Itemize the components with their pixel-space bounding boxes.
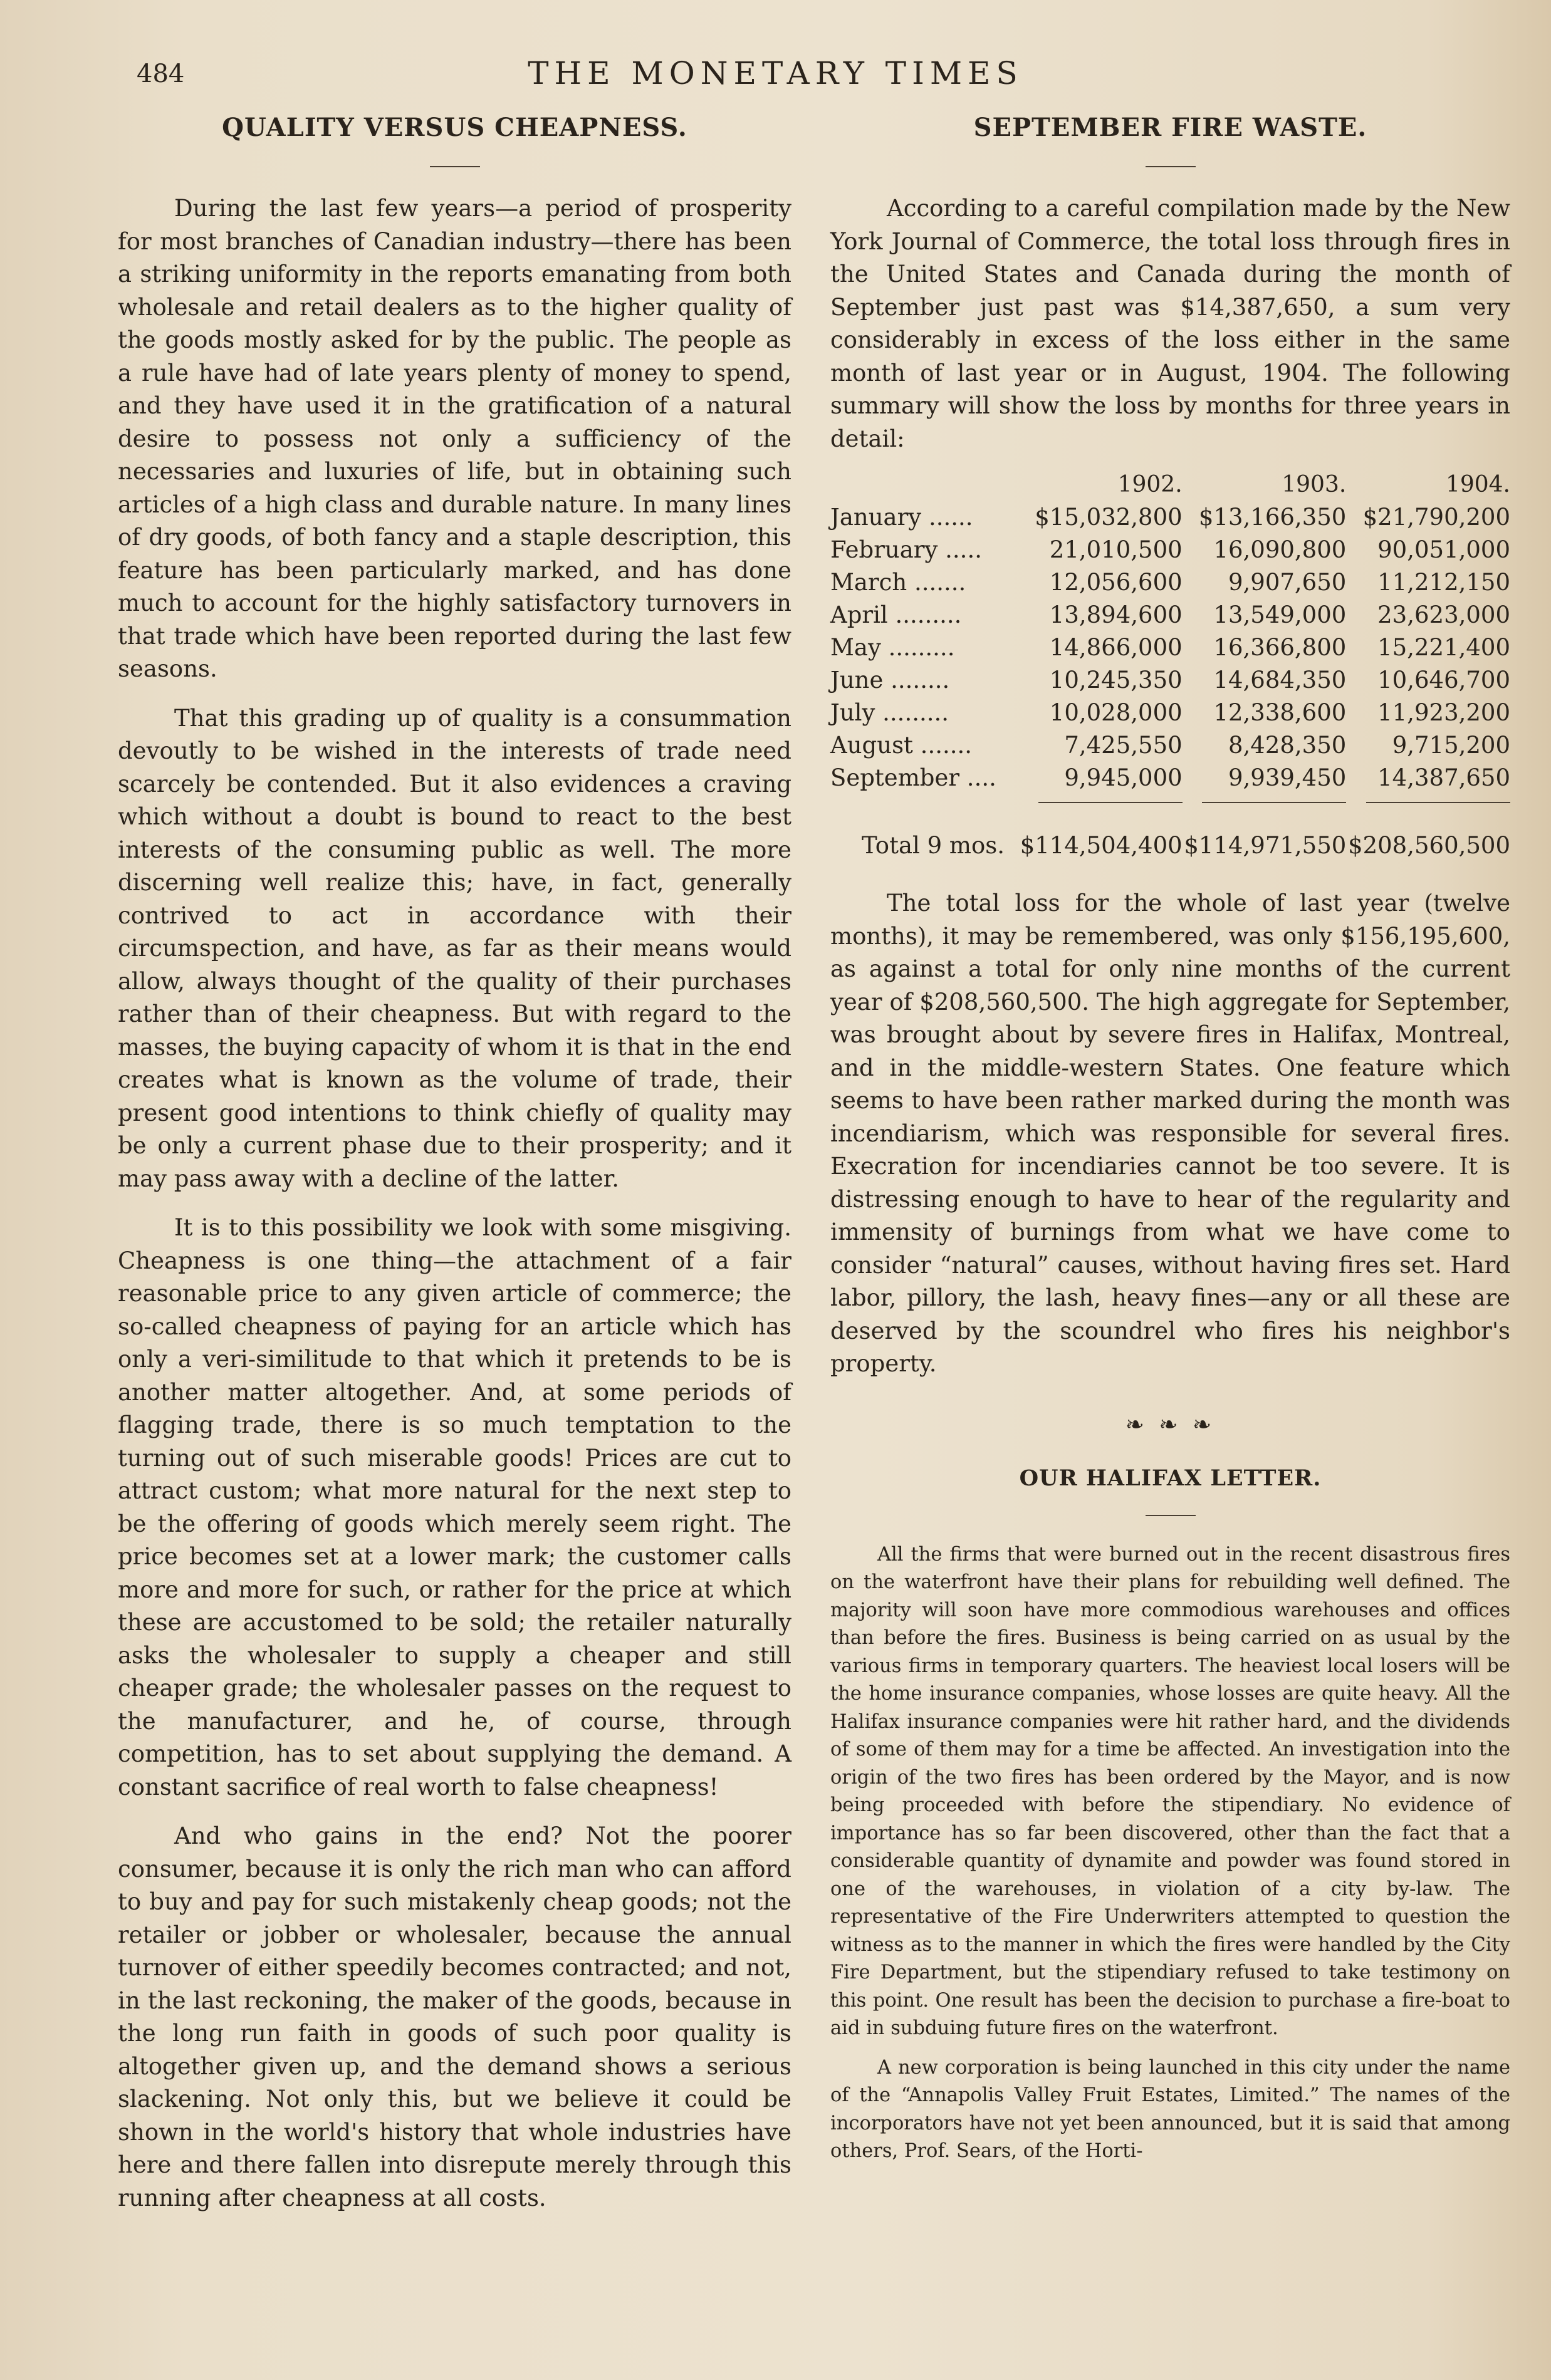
value-cell: $15,032,800 bbox=[1035, 504, 1183, 531]
value-cell: 14,387,650 bbox=[1377, 764, 1510, 791]
value-cell: 90,051,000 bbox=[1377, 536, 1510, 563]
value-cell: 10,646,700 bbox=[1377, 667, 1510, 694]
value-cell: 16,366,800 bbox=[1213, 634, 1347, 661]
total-value: $208,560,500 bbox=[1348, 832, 1510, 859]
left-column bbox=[118, 113, 791, 2231]
value-cell: 7,425,550 bbox=[1064, 732, 1183, 759]
title-rule bbox=[1146, 1515, 1196, 1516]
value-cell: 12,338,600 bbox=[1213, 699, 1347, 726]
table-row bbox=[830, 762, 1510, 794]
month-cell: April ......... bbox=[830, 601, 962, 628]
value-cell: 13,894,600 bbox=[1049, 601, 1183, 628]
table-row bbox=[830, 631, 1510, 664]
value-cell: 21,010,500 bbox=[1049, 536, 1183, 563]
value-cell: 11,923,200 bbox=[1377, 699, 1510, 726]
total-value: $114,504,400 bbox=[1020, 832, 1183, 859]
halifax-paragraph: All the firms that were burned out in the recent disastrous fires on the waterfront have their plans for rebuilding well defined. The majority will soon have more commodious warehouses and offices than before the fires. Business is being carried on as usual by the various firms in temporary quarters. The heaviest local losers will be the home insurance companies, whose losses are quite heavy. All the Halifax insurance companies were hit rather hard, and the dividends of some of them may for a time be affected. An investigation into the origin of the two fires has been ordered by the Mayor, and is now being proceeded with before the stipendiary. No evidence of importance has so far been discovered, other than the fact that a considerable quantity of dynamite and powder was found stored in one of the warehouses, in violation of a city by-law. The representative of the Fire Underwriters attempted to question the witness as to the manner in which the fires were handled by the City Fire Department, but the stipendiary refused to take testimony on this point. One result has been the decision to purchase a fire-boat to aid in subduing future fires on the waterfront. bbox=[830, 1543, 1510, 2039]
value-cell: 9,939,450 bbox=[1228, 764, 1347, 791]
table-row bbox=[830, 697, 1510, 729]
value-cell: 9,945,000 bbox=[1064, 764, 1183, 791]
month-cell: September .... bbox=[830, 764, 996, 791]
total-rule-row bbox=[830, 794, 1510, 811]
value-cell: 14,866,000 bbox=[1049, 634, 1183, 661]
column-header: 1904. bbox=[1445, 472, 1510, 497]
halifax-paragraph: A new corporation is being launched in this city under the name of the “Annapolis Valley Fruit Estates, Limited.” The names of the incorporators have not yet been announced, but it is said that among others, Prof. Sears, of the Horti- bbox=[830, 2056, 1510, 2162]
table-row bbox=[830, 534, 1510, 566]
value-cell: 23,623,000 bbox=[1377, 601, 1510, 628]
month-cell: May ......... bbox=[830, 634, 955, 661]
month-cell: March ....... bbox=[830, 569, 966, 596]
column-header: 1903. bbox=[1282, 472, 1347, 497]
month-cell: January ...... bbox=[830, 504, 973, 531]
value-cell: 9,715,200 bbox=[1392, 732, 1510, 759]
title-rule bbox=[430, 166, 480, 167]
total-rule bbox=[1366, 802, 1510, 803]
fire-article-title: SEPTEMBER FIRE WASTE. bbox=[973, 113, 1367, 142]
value-cell: $13,166,350 bbox=[1198, 504, 1347, 531]
fire-intro-paragraph: According to a careful compilation made by the New York Journal of Commerce, the total loss through fires in the United States and Canada during the month of September just past was $14,387,650, a sum very considerably in excess of the loss either in the same month of last year or in August, 1904. The following summary will show the loss by months for three years in detail: bbox=[830, 195, 1510, 452]
value-cell: 13,549,000 bbox=[1213, 601, 1347, 628]
total-rule bbox=[1202, 802, 1346, 803]
quality-paragraph: That this grading up of quality is a consummation devoutly to be wished in the interests of trade need scarcely be contended. But it also evidences a craving which without a doubt is bound to react to the best interests of the consuming public as well. The more discerning well realize this; have, in fact, generally contrived to act in accordance with their circumspection, and have, as far as their means would allow, always thought of the quality of their purchases rather than of their cheapness. But with regard to the masses, the buying capacity of whom it is that in the end creates what is known as the volume of trade, their present good intentions to think chiefly of quality may be only a current phase due to their prosperity; and it may pass away with a decline of the latter. bbox=[118, 704, 791, 1192]
table-row bbox=[830, 729, 1510, 762]
fire-closing-paragraph: The total loss for the whole of last year (twelve months), it may be remembered, was only $156,195,600, as against a total for only nine months of the current year of $208,560,500. The high aggregate for September, was brought about by severe fires in Halifax, Montreal, and in the middle-western States. One feature which seems to have been rather marked during the month was incendiarism, which was responsible for several fires. Execration for incendiaries cannot be too severe. It is distressing enough to have to hear of the regularity and immensity of burnings from what we have come to consider “natural” causes, without having fires set. Hard labor, pillory, the lash, heavy fines—any or all these are deserved by the scoundrel who fires his neighbor's property. bbox=[830, 890, 1510, 1377]
month-cell: July ......... bbox=[830, 699, 949, 726]
month-cell: June ........ bbox=[830, 667, 950, 694]
section-ornament: ❧ ❧ ❧ bbox=[1125, 1411, 1216, 1438]
value-cell: 8,428,350 bbox=[1228, 732, 1347, 759]
table-row bbox=[830, 566, 1510, 599]
fire-loss-table bbox=[830, 472, 1510, 862]
total-row bbox=[830, 811, 1510, 862]
month-cell: August ....... bbox=[830, 732, 973, 759]
value-cell: 14,684,350 bbox=[1213, 667, 1347, 694]
quality-article-title: QUALITY VERSUS CHEAPNESS. bbox=[222, 113, 687, 142]
right-column bbox=[830, 113, 1510, 2177]
quality-paragraph: It is to this possibility we look with some misgiving. Cheapness is one thing—the attachment of a fair reasonable price to any given article of commerce; the so-called cheapness of paying for an article which has only a veri-similitude to that which it pretends to be is another matter altogether. And, at some periods of flagging trade, there is so much temptation to the turning out of such miserable goods! Prices are cut to attract custom; what more natural for the next step to be the offering of goods which merely seem right. The price becomes set at a lower mark; the customer calls more and more for such, or rather for the price at which these are accustomed to be sold; the retailer naturally asks the wholesaler to supply a cheaper and still cheaper grade; the wholesaler passes on the request to the manufacturer, and he, of course, through competition, has to set about supplying the demand. A constant sacrifice of real worth to false cheapness! bbox=[118, 1214, 791, 1801]
halifax-article-title: OUR HALIFAX LETTER. bbox=[1019, 1465, 1322, 1491]
masthead: THE MONETARY TIMES bbox=[528, 55, 1023, 91]
value-cell: 15,221,400 bbox=[1377, 634, 1510, 661]
title-rule bbox=[1146, 166, 1196, 167]
table-row bbox=[830, 664, 1510, 697]
value-cell: 16,090,800 bbox=[1213, 536, 1347, 563]
total-value: $114,971,550 bbox=[1184, 832, 1347, 859]
column-header: 1902. bbox=[1117, 472, 1183, 497]
value-cell: 11,212,150 bbox=[1377, 569, 1510, 596]
value-cell: 10,245,350 bbox=[1049, 667, 1183, 694]
quality-paragraph: During the last few years—a period of prosperity for most branches of Canadian industry—there has been a striking uniformity in the reports emanating from both wholesale and retail dealers as to the higher quality of the goods mostly asked for by the public. The people as a rule have had of late years plenty of money to spend, and they have used it in the gratification of a natural desire to possess not only a sufficiency of the necessaries and luxuries of life, but in obtaining such articles of a high class and durable nature. In many lines of dry goods, of both fancy and a staple description, this feature has been particularly marked, and has done much to account for the highly satisfactory turnovers in that trade which have been reported during the last few seasons. bbox=[118, 195, 791, 682]
total-rule bbox=[1038, 802, 1183, 803]
table-row bbox=[830, 599, 1510, 631]
value-cell: $21,790,200 bbox=[1362, 504, 1510, 531]
total-label: Total 9 mos. bbox=[862, 832, 1005, 859]
table-header-row bbox=[830, 472, 1510, 501]
value-cell: 9,907,650 bbox=[1228, 569, 1347, 596]
page-number: 484 bbox=[137, 60, 185, 88]
value-cell: 12,056,600 bbox=[1049, 569, 1183, 596]
quality-paragraph: And who gains in the end? Not the poorer consumer, because it is only the rich man who can afford to buy and pay for such mistakenly cheap goods; not the retailer or jobber or wholesaler, because the annual turnover of either speedily becomes contracted; and not, in the last reckoning, the maker of the goods, because in the long run faith in goods of such poor quality is altogether given up, and the demand shows a serious slackening. Not only this, but we believe it could be shown in the world's history that whole industries have here and there fallen into disrepute merely through this running after cheapness at all costs. bbox=[118, 1822, 791, 2211]
table-row bbox=[830, 501, 1510, 534]
month-cell: February ..... bbox=[830, 536, 982, 563]
value-cell: 10,028,000 bbox=[1049, 699, 1183, 726]
